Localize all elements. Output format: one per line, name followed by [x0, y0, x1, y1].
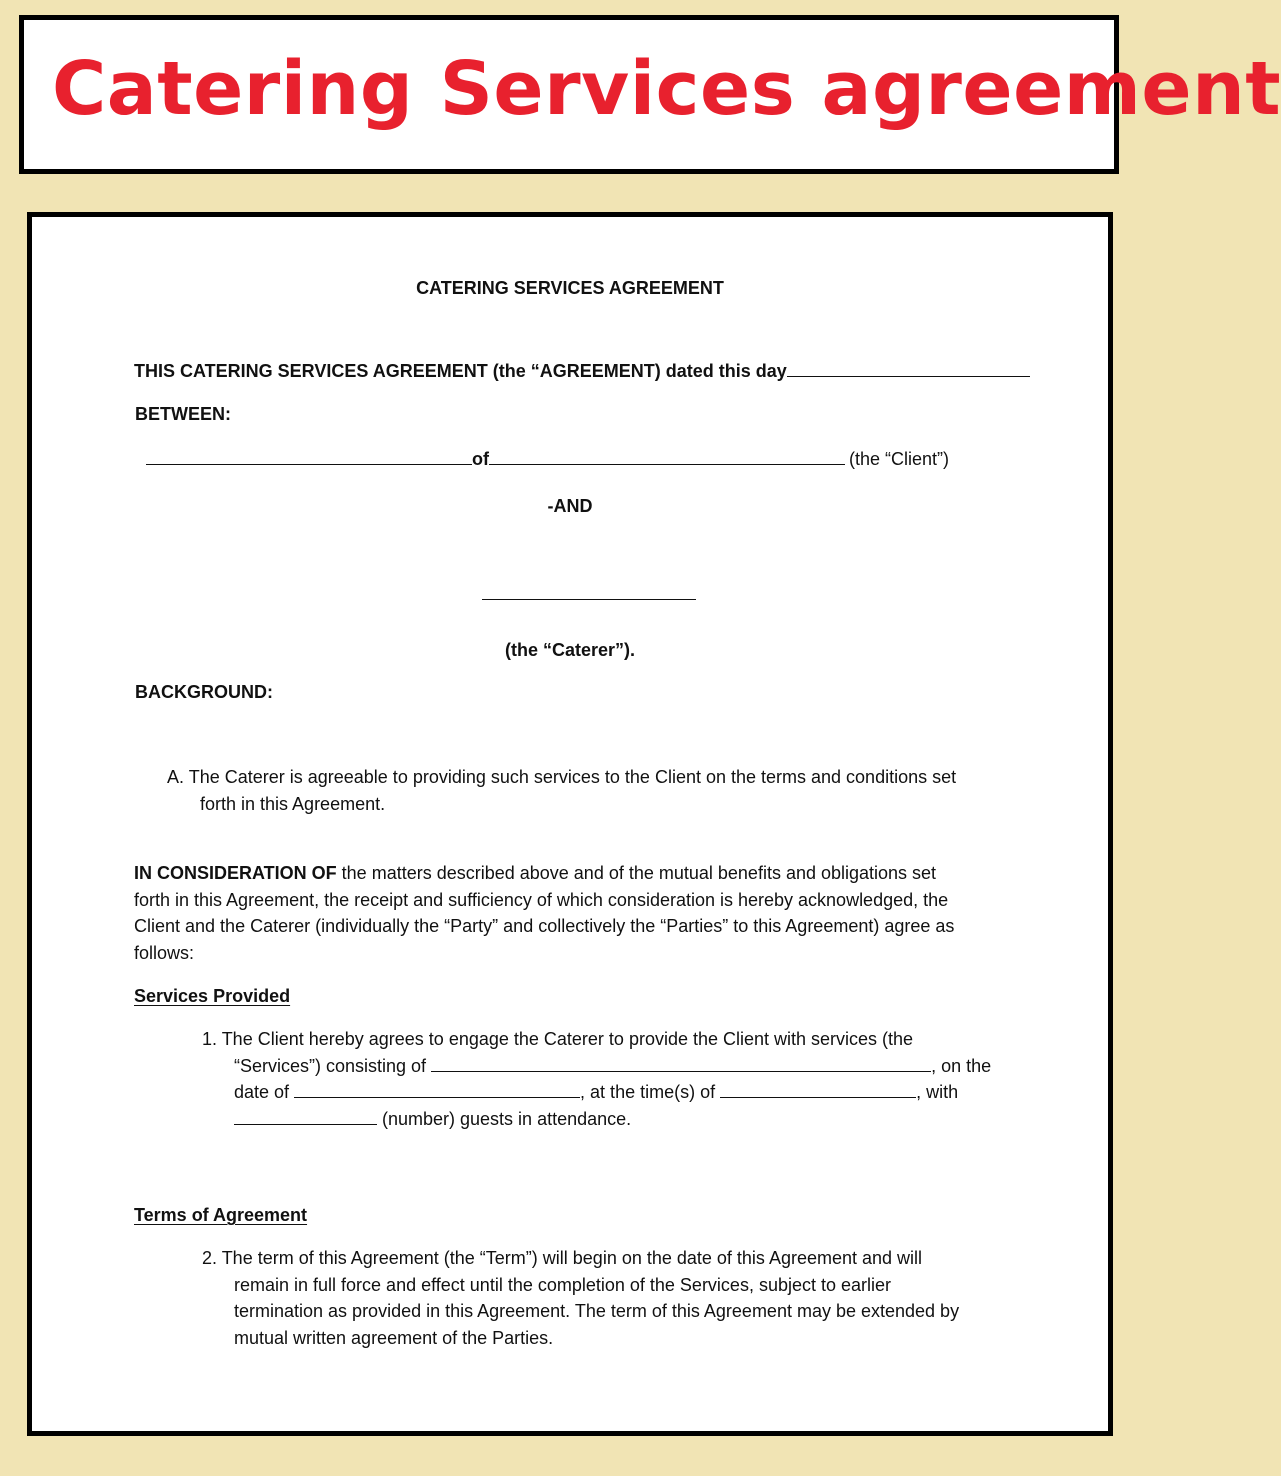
client-address-blank — [489, 450, 845, 465]
clause-a-line-1 — [167, 766, 956, 788]
services-with-label: , with — [916, 1082, 959, 1102]
services-guests-label: (number) guests in attendance. — [377, 1109, 632, 1129]
between-label: BETWEEN: — [135, 404, 231, 424]
caterer-name-blank — [482, 599, 696, 600]
services-date-label: date of — [234, 1082, 295, 1102]
consideration-line-3: Client and the Caterer (individually the “Party” and collectively the “Parties” to this Agreement) agree as — [134, 916, 955, 936]
intro-text: THIS CATERING SERVICES AGREEMENT (the “AGREEMENT) dated this day — [134, 361, 787, 381]
terms-line-3: termination as provided in this Agreement. The term of this Agreement may be extended by — [234, 1301, 960, 1321]
clause-a-text: The Caterer is agreeable to providing such services to the Client on the terms and conditions set — [188, 767, 957, 787]
consideration-text: the matters described above and of the mutual benefits and obligations set — [336, 863, 937, 883]
caterer-label: (the “Caterer”). — [504, 640, 636, 660]
banner-title: Catering Services agreement — [52, 46, 1281, 132]
client-line — [146, 448, 949, 470]
of-label: of — [472, 449, 489, 469]
title-banner — [19, 15, 1281, 174]
terms-line-4: mutual written agreement of the Parties. — [234, 1328, 554, 1348]
consideration-line-1 — [134, 862, 936, 884]
services-time-label: , at the time(s) of — [580, 1082, 721, 1102]
services-on-the-label: , on the — [931, 1056, 992, 1076]
service-time-blank — [720, 1083, 916, 1098]
service-date-blank — [294, 1083, 580, 1098]
guest-count-blank — [234, 1110, 377, 1125]
and-label: -AND — [547, 496, 593, 516]
clause-a-line-2: forth in this Agreement. — [200, 794, 386, 814]
services-description-blank — [431, 1057, 931, 1072]
document-heading: CATERING SERVICES AGREEMENT — [416, 278, 724, 298]
terms-line-1: 2. The term of this Agreement (the “Term”) will begin on the date of this Agreement and will — [202, 1248, 923, 1268]
consideration-bold: IN CONSIDERATION OF — [134, 863, 337, 883]
client-label: (the “Client”) — [849, 449, 950, 469]
client-name-blank — [146, 450, 472, 465]
background-label: BACKGROUND: — [135, 682, 273, 702]
intro-line — [134, 360, 1030, 382]
date-blank — [787, 362, 1030, 377]
terms-line-2: remain in full force and effect until the completion of the Services, subject to earlier — [234, 1275, 892, 1295]
services-heading: Services Provided — [134, 986, 291, 1006]
services-line-3 — [234, 1081, 958, 1103]
agreement-document — [27, 212, 1113, 1436]
services-line-4 — [234, 1108, 631, 1130]
services-consisting-label: “Services”) consisting of — [234, 1056, 432, 1076]
services-line-1: 1. The Client hereby agrees to engage the Caterer to provide the Client with services (the — [202, 1029, 914, 1049]
clause-a-marker: A. — [167, 767, 185, 787]
consideration-line-2: forth in this Agreement, the receipt and sufficiency of which consideration is hereby acknowledged, the — [134, 890, 949, 910]
terms-heading: Terms of Agreement — [134, 1205, 308, 1225]
consideration-line-4: follows: — [134, 943, 195, 963]
services-line-2 — [234, 1055, 991, 1077]
